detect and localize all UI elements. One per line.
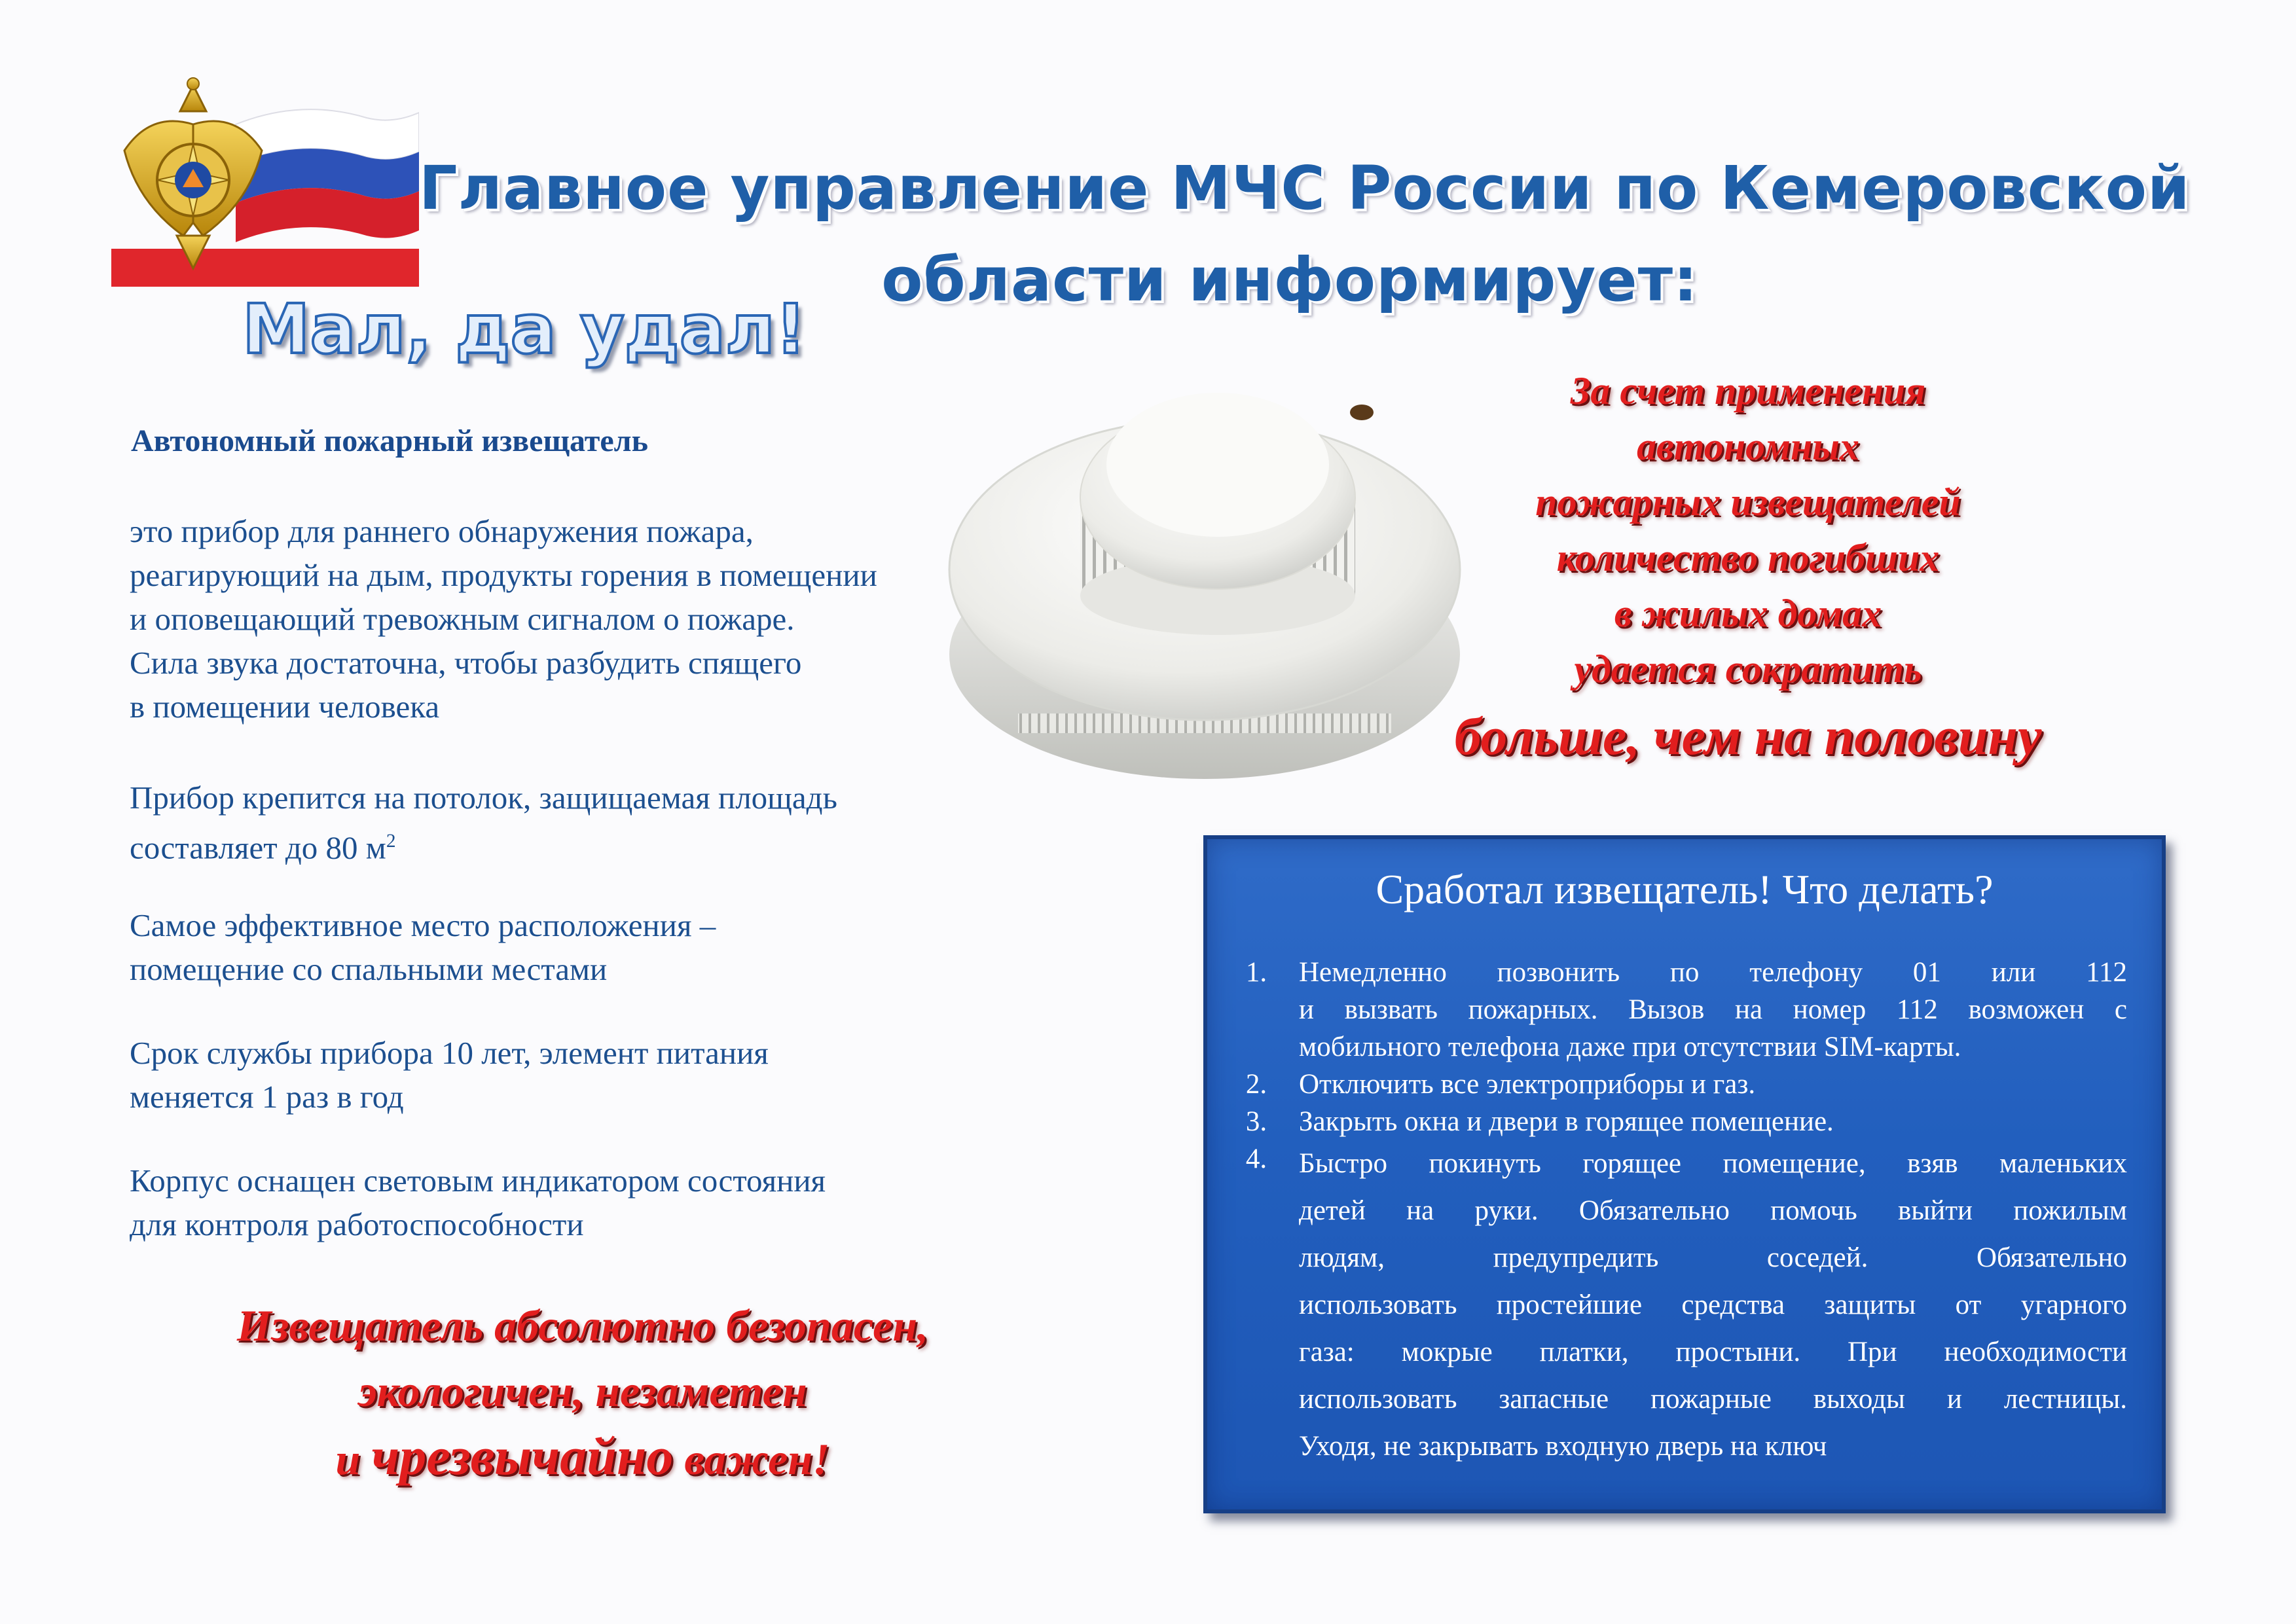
step-text-line: и вызвать пожарных. Вызов на номер 112 возможен с xyxy=(1299,994,2127,1025)
step-text-line: Закрыть окна и двери в горящее помещение. xyxy=(1299,1106,1834,1137)
placement-paragraph xyxy=(130,903,1059,991)
safety-line-3a: и xyxy=(335,1434,372,1484)
step-number: 1. xyxy=(1245,957,1267,988)
placement-line: помещение со спальными местами xyxy=(130,951,608,987)
step-text-line: людям, предупредить соседей. Обязательно xyxy=(1299,1242,2127,1273)
slogan: Мал, да удал! xyxy=(242,289,807,369)
step-text-line: мобильного телефона даже при отсутствии SIM-карты. xyxy=(1299,1032,1961,1062)
area-unit-superscript: 2 xyxy=(386,831,396,852)
emercom-emblem-with-flag xyxy=(111,72,419,288)
safety-line-3 xyxy=(131,1424,1034,1492)
placement-line: Самое эффективное место расположения – xyxy=(130,907,716,943)
russian-flag-icon xyxy=(236,109,419,242)
indicator-line: Корпус оснащен световым индикатором состояния xyxy=(130,1163,826,1199)
action-step xyxy=(1233,954,2127,1066)
description-line: Сила звука достаточна, чтобы разбудить спящего xyxy=(130,645,802,681)
stat-emphasis: больше, чем на половину xyxy=(1454,706,2042,766)
description-line: и оповещающий тревожным сигналом о пожаре. xyxy=(130,601,795,637)
action-step xyxy=(1233,1103,2127,1140)
description-line: реагирующий на дым, продукты горения в помещении xyxy=(130,557,877,593)
stat-line: удается сократить xyxy=(1574,647,1922,691)
step-text-line: Уходя, не закрывать входную дверь на ключ xyxy=(1299,1431,1827,1462)
stat-line: автономных xyxy=(1637,425,1859,468)
step-text-line: Отключить все электроприборы и газ. xyxy=(1299,1069,1756,1100)
action-step xyxy=(1233,1140,2127,1470)
service-life-paragraph xyxy=(130,1031,1059,1119)
action-instructions-box xyxy=(1203,835,2166,1513)
service-life-line: Срок службы прибора 10 лет, элемент питания xyxy=(130,1035,769,1071)
safety-statement xyxy=(131,1293,1034,1492)
action-step xyxy=(1233,1066,2127,1103)
mounting-paragraph xyxy=(130,776,1059,869)
safety-line-2: экологичен, незаметен xyxy=(358,1366,807,1416)
step-text-line: Немедленно позвонить по телефону 01 или 112 xyxy=(1299,957,2127,988)
step-text-line: использовать простейшие средства защиты от угарного xyxy=(1299,1290,2127,1320)
step-number: 4. xyxy=(1245,1144,1267,1174)
stat-line: количество погибших xyxy=(1556,536,1940,579)
red-stripe xyxy=(111,249,419,287)
stat-line: в жилых домах xyxy=(1614,592,1882,635)
description-line: это прибор для раннего обнаружения пожара, xyxy=(130,513,754,549)
header-line-2: области информирует: xyxy=(881,245,1698,315)
step-text-line: использовать запасные пожарные выходы и лестницы. xyxy=(1299,1384,2127,1415)
step-number: 3. xyxy=(1245,1106,1267,1137)
stat-line: пожарных извещателей xyxy=(1535,480,1961,524)
mounting-line: Прибор крепится на потолок, защищаемая площадь xyxy=(130,780,837,816)
step-text-line: Быстро покинуть горящее помещение, взяв маленьких xyxy=(1299,1148,2127,1179)
area-text: составляет до 80 м xyxy=(130,829,386,866)
step-text-line: газа: мокрые платки, простыни. При необходимости xyxy=(1299,1337,2127,1367)
indicator-paragraph xyxy=(130,1159,1059,1246)
safety-line-3c: важен! xyxy=(673,1434,830,1484)
safety-line-1: Извещатель абсолютно безопасен, xyxy=(236,1301,929,1350)
action-title: Сработал извещатель! Что делать? xyxy=(1376,866,1994,912)
step-text-line: детей на руки. Обязательно помочь выйти пожилым xyxy=(1299,1195,2127,1226)
safety-line-3-emphasis: чрезвычайно xyxy=(371,1426,674,1486)
description-line: в помещении человека xyxy=(130,689,440,725)
action-steps-list xyxy=(1233,954,2127,1470)
mounting-line xyxy=(130,820,1059,869)
stat-line: За счет применения xyxy=(1570,369,1926,412)
detector-description-paragraph xyxy=(130,509,1059,729)
header-line-1: Главное управление МЧС России по Кемеровской xyxy=(419,153,2191,223)
detector-heading: Автономный пожарный извещатель xyxy=(131,424,648,458)
service-life-line: меняется 1 раз в год xyxy=(130,1079,404,1115)
statistics-statement xyxy=(1322,363,2174,776)
indicator-line: для контроля работоспособности xyxy=(130,1206,584,1242)
step-number: 2. xyxy=(1245,1069,1267,1100)
